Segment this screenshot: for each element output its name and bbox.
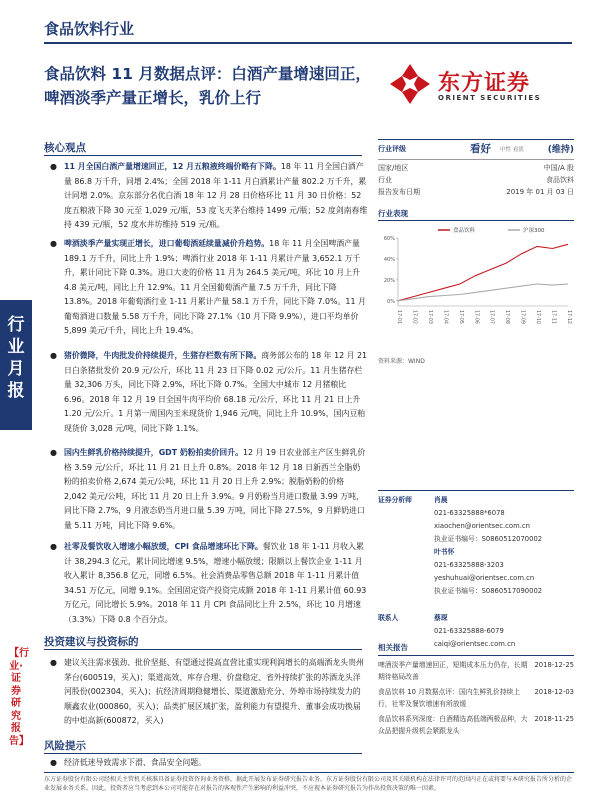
series-line-0 <box>398 244 568 300</box>
y-tick-label: 40% <box>383 256 395 263</box>
analyst-block-1 <box>378 494 574 546</box>
contact-name: 蔡琛 <box>434 614 448 622</box>
invest-bullet <box>50 656 368 729</box>
rating-row <box>378 143 574 157</box>
logo-text-en: ORIENT SECURITIES <box>438 94 542 102</box>
chart-rule <box>378 220 574 221</box>
side-band <box>0 300 32 430</box>
side-strip-label: 【行业·证券研究报告】 <box>9 648 29 747</box>
x-tick-label: 17-11 <box>550 310 556 324</box>
related-reports <box>378 642 574 737</box>
report-title: 食品饮料 11 月数据点评：白酒产量增速回正，啤酒淡季产量正增长，乳价上行 <box>44 65 371 107</box>
y-tick-label: 60% <box>383 236 395 242</box>
related-item[interactable] <box>378 686 574 710</box>
invest-text: 建议关注需求强劲、批价坚挺、有望通过提高直营比重实现利润增长的高端酒龙头贵州茅台(600519，买入)；渠道高效、库存合理、价盘稳定、省外持续扩张的苏酒龙头洋河股份(002304，买入)；抗经济周期稳健增长、渠道激励充分、外埠市场持续发力的顺鑫农业(000860，买入)；品类扩展区域扩张，盈利能力有望提升、董事会成功换届的中炬高新(600872，买入) <box>64 658 364 725</box>
related-item[interactable] <box>378 713 574 737</box>
invest-rule <box>44 649 362 650</box>
key-point-lead: 啤酒淡季产量实现正增长，进口葡萄酒延续量减价升趋势。 <box>64 239 270 248</box>
info-row <box>378 162 574 174</box>
invest-heading: 投资建议与投资标的 <box>44 636 139 648</box>
risk-bullet <box>50 756 368 771</box>
analyst-rule <box>378 490 574 491</box>
key-point-lead: 猪价微降，牛肉批发价持续提升，生猪存栏数有所下降。 <box>64 351 262 360</box>
contact-phone: 021-63325888-6079 <box>434 627 504 635</box>
key-point-body: 商务部公布的 18 年 12 月 21 日白条猪批发价 20.9 元/公斤，环比 11 月 23 日下降 0.02 元/公斤。11 月生猪存栏量 32,306 万头，同比下降 2.9%，环比下降 0.7%。全国大中城市 12 月猪粮比 6.96。2018 年 12 月 19 日全国牛肉平均价 68.18 元/公斤，环比 11 月 21 日上升 1.20 元/公斤。1 月第一周国内玉米现货价 1,946 元/吨，同比上升 10.9%，国内豆粕现货价 3,028 元/吨，同比下降 1.1%。 <box>64 351 368 433</box>
related-heading: 相关报告 <box>378 642 574 656</box>
bullet-icon: ● <box>50 351 57 360</box>
legend-label: 食品饮料 <box>453 228 476 234</box>
key-point-body: 18 年 11 月全国白酒产量 86.8 万千升，同增 2.4%；全国 2018 年 1-11 月白酒累计产量 802.2 万千升，累计同增 2.0%。京东部分名优白酒 18 年 12 月 28 日价格环比 11 月 30 日价格：52 度五粮液下降 30 元至 1,029 元/瓶，53 度飞天茅台维持 1499 元/瓶；52 度剑南春维持 439 元/瓶，52 度水井坊维持 519 元/瓶。 <box>64 162 368 229</box>
info-row <box>378 174 574 186</box>
related-item[interactable] <box>378 659 574 683</box>
x-tick-label: 17-09 <box>519 310 525 324</box>
info-value: 2019 年 01 月 03 日 <box>506 188 574 196</box>
y-tick-label: 20% <box>383 277 395 284</box>
rating-label: 行业评级 <box>378 145 406 153</box>
rating-status: (维持) <box>547 145 574 155</box>
related-item-title: 食品饮料 10 月数据点评：国内生鲜乳价持续上行，社零及餐饮增速有所放缓 <box>378 688 521 708</box>
x-tick-label: 17-05 <box>457 310 463 324</box>
info-key: 国家/地区 <box>378 164 409 172</box>
key-point-body: 12 月 19 日农业部主产区生鲜乳价格 3.59 元/公斤，环比 11 月 21 日上升 0.8%。2018 年 12 月 18 日新西兰全脂奶粉的拍卖价格 2,674 美元/公吨，环比 11 月 20 日上升 2.9%；脱脂奶粉的价格 2,042 美元/公吨，环比 11 月 20 日上升 3.9%。9 月奶粉当月进口数量 3.99 万吨，同比下降 2.7%，9 月液态奶当月进口量 5.39 万吨，同比下降 27.5%，9 月鲜奶进口量 5.11 万吨，同比下降 9.6%。 <box>64 448 366 530</box>
series-line-1 <box>398 284 568 301</box>
x-tick-label: 17-10 <box>535 310 541 324</box>
bullet-icon: ● <box>50 542 57 551</box>
legend-label: 沪深300 <box>523 228 545 234</box>
key-point-5 <box>50 540 368 627</box>
bullet-icon: ● <box>50 448 57 457</box>
risk-text: 经济低迷导致需求下滑、食品安全问题。 <box>64 758 207 767</box>
analyst-block-2 <box>378 546 574 598</box>
info-value: 中国/A 股 <box>543 164 574 172</box>
key-point-1 <box>50 160 368 233</box>
related-item-title: 啤酒淡季产量增速回正，短期成本压力仍存，长期期待格局改善 <box>378 661 528 681</box>
contact-label: 联系人 <box>378 614 399 622</box>
x-tick-label: 17-02 <box>411 310 417 324</box>
disclaimer: 东方证券股份有限公司经相关主管机关核准具备证券投资咨询业务资格，据此开展发布证券研究报告业务。东方证券股份有限公司及其关联机构在法律许可的范围内正在或将要与本研究报告所分析的企业发展业务关系。因此，投资者应当考虑到本公司可能存在对报告的客观性产生影响的利益冲突，不应视本证券研究报告为作出投资决策的唯一因素。 <box>44 772 574 793</box>
rating-mid-rule <box>378 159 574 160</box>
analyst-cert: 执业证书编号：S0860517090002 <box>434 587 543 595</box>
side-band-label: 行业月报 <box>7 315 25 401</box>
key-point-lead: 11 月全国白酒产量增速回正，12 月五粮液终端价略有下降。 <box>64 162 281 171</box>
info-key: 报告发布日期 <box>378 188 420 196</box>
header-rule <box>44 42 572 44</box>
key-point-lead: 社零及餐饮收入增速小幅放缓，CPI 食品增速环比下降。 <box>64 542 263 551</box>
key-points-heading: 核心观点 <box>44 142 86 154</box>
analyst-phone: 021-63325888-3203 <box>434 561 504 569</box>
bullet-icon: ● <box>50 239 57 248</box>
key-point-2 <box>50 237 368 339</box>
key-point-3 <box>50 349 368 436</box>
related-item-title: 食品饮料系列深度：白酒精选高低端两极品种，大众品把握升级机会紧跟龙头 <box>378 715 528 735</box>
rating-top-rule <box>378 139 574 140</box>
analyst-email[interactable]: xiaochen@orientsec.com.cn <box>434 522 530 530</box>
risk-rule <box>44 753 362 754</box>
side-strip <box>0 640 32 800</box>
analyst-phone: 021-63325888*6078 <box>434 509 505 517</box>
info-value: 食品饮料 <box>546 176 574 184</box>
chart-title: 行业表现 <box>378 209 408 218</box>
key-point-body: 餐饮业 18 年 1-11 月收入累计 38,294.3 亿元，累计同比增速 9.5%，增速小幅放缓；限额以上餐饮企业 1-11 月收入累计 8,356.8 亿元，同增 6.5%。社会消费品零售总额 2018 年 1-11 月累计值 34.51 万亿元，同增 9.1%。全国固定资产投资完成额 2018 年 1-11 月累计值 60.93 万亿元，同比增长 5.9%。2018 年 11 月 CPI 食品同比上升 2.5%，环比 10 月增速（3.3%）下降 0.8 个百分点。 <box>64 542 367 624</box>
key-point-4 <box>50 446 368 533</box>
x-tick-label: 17-03 <box>426 310 432 324</box>
y-tick-label: 0% <box>387 298 395 305</box>
x-tick-label: 17-08 <box>504 310 510 324</box>
related-item-date: 2018-12-25 <box>534 661 574 669</box>
rating-value: 看好 <box>470 143 491 155</box>
key-point-body: 18 年 11 月全国啤酒产量 189.1 万千升，同比上升 1.9%；啤酒行业 2018 年 1-11 月累计产量 3,652.1 万千升，累计同比下降 0.3%。进口大麦的价格 11 月为 264.5 美元/吨，环比 10 月上升 4.8 美元/吨，同比上升 12.9%。11 月全国葡萄酒产量 7.5 万千升，同比下降 13.8%。2018 年葡萄酒行业 1-11 月累计产量 58.1 万千升，同比下降 7.0%。11 月葡萄酒进口数量 5.58 万千升，同比下降 27.1%（10 月下降 9.9%），进口平均单价 5,899 美元/千升，同比上升 19.4%。 <box>64 239 366 335</box>
risk-heading: 风险提示 <box>44 740 86 752</box>
x-tick-label: 17-06 <box>473 310 479 324</box>
analyst-name: 叶书怀 <box>434 548 455 556</box>
contact-email[interactable]: caiqi@orientsec.com.cn <box>434 640 516 648</box>
info-key: 行业 <box>378 176 392 184</box>
bullet-icon: ● <box>50 758 57 767</box>
key-point-lead: 国内生鲜乳价格持续提升，GDT 奶粉拍卖价回升。 <box>64 448 243 457</box>
related-item-date: 2018-11-25 <box>534 715 574 723</box>
logo-mark-icon <box>388 62 432 106</box>
x-tick-label: 17-04 <box>442 310 448 324</box>
related-item-date: 2018-12-03 <box>534 688 574 696</box>
report-category: 食品饮料行业 <box>44 20 135 38</box>
chart-source: 资料来源：WIND <box>378 358 425 365</box>
analyst-cert: 执业证书编号：S0860512070002 <box>434 535 543 543</box>
logo-text-cn: 东方证券 <box>438 71 531 96</box>
industry-performance-chart <box>378 222 574 340</box>
analyst-label: 证券分析师 <box>378 496 412 504</box>
x-tick-label: 17-12 <box>566 310 571 324</box>
analyst-email[interactable]: yeshuhuai@orientsec.com.cn <box>434 574 535 582</box>
x-tick-label: 17-07 <box>488 310 494 324</box>
analyst-name: 肖晨 <box>434 496 448 504</box>
chart-svg <box>378 222 574 340</box>
info-row <box>378 186 574 198</box>
x-tick-label: 17-01 <box>396 310 401 324</box>
bullet-icon: ● <box>50 658 57 667</box>
rating-scale: 中性 看淡 <box>500 147 524 153</box>
bullet-icon: ● <box>50 162 57 171</box>
company-logo <box>388 60 568 112</box>
key-points-rule <box>44 155 362 156</box>
